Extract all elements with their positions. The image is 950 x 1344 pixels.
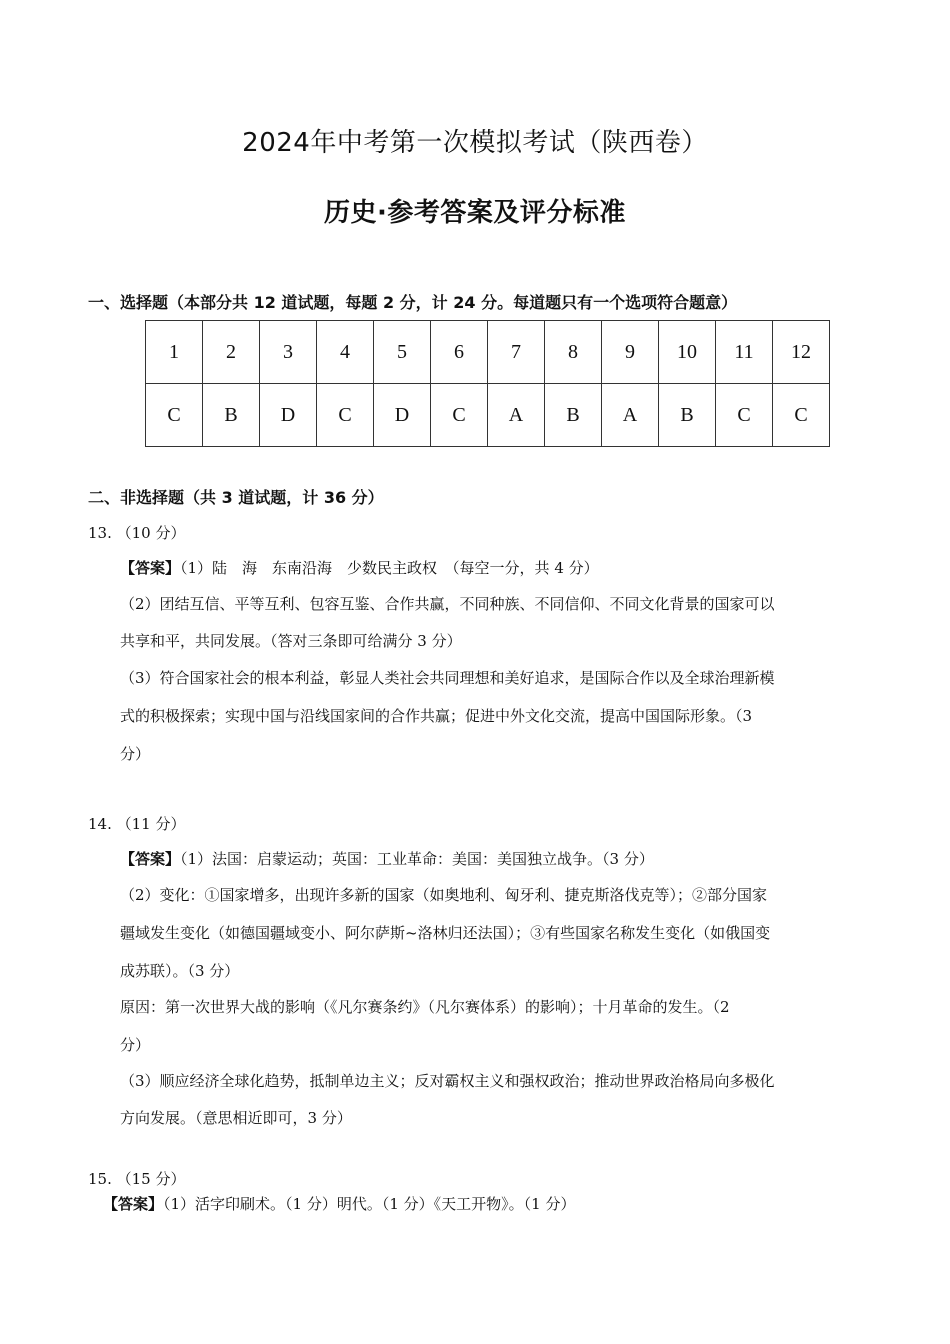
answer-text: （1）法国：启蒙运动；英国：工业革命：美国：美国独立战争。（3 分） <box>180 850 654 868</box>
q15-answer-1 <box>103 1193 576 1214</box>
q13-answer-2-line2: 共享和平，共同发展。（答对三条即可给满分 3 分） <box>120 632 462 650</box>
q14-label: 14. （11 分） <box>88 815 186 833</box>
q14-reason-line1: 原因：第一次世界大战的影响（《凡尔赛条约》（凡尔赛体系）的影响）；十月革命的发生。（2 <box>120 998 730 1016</box>
table-cell: C <box>716 384 773 447</box>
table-cell: 6 <box>431 321 488 384</box>
table-cell: C <box>431 384 488 447</box>
q13-answer-3-line2: 式的积极探索；实现中国与沿线国家间的合作共赢；促进中外文化交流，提高中国国际形象。（3 <box>120 707 753 725</box>
q14-answer-2-line1: （2）变化：①国家增多，出现许多新的国家（如奥地利、匈牙利、捷克斯洛伐克等）；②部分国家 <box>120 886 768 904</box>
table-cell: 9 <box>602 321 659 384</box>
table-cell: 11 <box>716 321 773 384</box>
table-cell: A <box>488 384 545 447</box>
q13-answer-1 <box>120 557 599 578</box>
table-cell: 3 <box>260 321 317 384</box>
table-cell: 8 <box>545 321 602 384</box>
table-cell: C <box>146 384 203 447</box>
table-cell: B <box>545 384 602 447</box>
q14-answer-2-line2: 疆域发生变化（如德国疆域变小、阿尔萨斯~洛林归还法国）；③有些国家名称发生变化（如俄国变 <box>120 924 771 942</box>
q13-answer-2-line1: （2）团结互信、平等互利、包容互鉴、合作共赢，不同种族、不同信仰、不同文化背景的国家可以 <box>120 595 775 613</box>
table-cell: 4 <box>317 321 374 384</box>
table-cell: B <box>659 384 716 447</box>
table-cell: C <box>317 384 374 447</box>
answer-tag: 【答案】 <box>120 559 181 577</box>
q15-label: 15. （15 分） <box>88 1170 186 1188</box>
q14-reason-line2: 分） <box>120 1036 151 1054</box>
table-cell: 5 <box>374 321 431 384</box>
table-cell: D <box>260 384 317 447</box>
table-cell: B <box>203 384 260 447</box>
answer-row <box>146 384 830 447</box>
answer-tag: 【答案】 <box>103 1195 164 1213</box>
exam-title: 2024年中考第一次模拟考试（陕西卷） <box>242 128 708 158</box>
answer-text: （1）活字印刷术。（1 分）明代。（1 分）《天工开物》。（1 分） <box>163 1195 576 1213</box>
q13-label: 13. （10 分） <box>88 524 186 542</box>
table-cell: 1 <box>146 321 203 384</box>
q14-answer-1 <box>120 848 654 869</box>
question-number-row <box>146 321 830 384</box>
section1-heading: 一、选择题（本部分共 12 道试题，每题 2 分，计 24 分。每道题只有一个选项符合题意） <box>88 293 738 312</box>
answer-text: （1）陆 海 东南沿海 少数民主政权 （每空一分，共 4 分） <box>180 559 599 577</box>
table-cell: A <box>602 384 659 447</box>
exam-subtitle: 历史·参考答案及评分标准 <box>324 198 626 228</box>
table-cell: D <box>374 384 431 447</box>
answer-tag: 【答案】 <box>120 850 181 868</box>
q13-answer-3-line1: （3）符合国家社会的根本利益，彰显人类社会共同理想和美好追求，是国际合作以及全球治理新模 <box>120 669 775 687</box>
q14-answer-3-line2: 方向发展。（意思相近即可，3 分） <box>120 1109 352 1127</box>
table-cell: C <box>773 384 830 447</box>
q14-answer-2-line3: 成苏联）。（3 分） <box>120 962 240 980</box>
section2-heading: 二、非选择题（共 3 道试题，计 36 分） <box>88 488 384 507</box>
q14-answer-3-line1: （3）顺应经济全球化趋势，抵制单边主义；反对霸权主义和强权政治；推动世界政治格局向多极化 <box>120 1072 775 1090</box>
q13-answer-3-line3: 分） <box>120 745 151 763</box>
table-cell: 2 <box>203 321 260 384</box>
answer-table <box>145 320 830 447</box>
table-cell: 10 <box>659 321 716 384</box>
table-cell: 7 <box>488 321 545 384</box>
table-cell: 12 <box>773 321 830 384</box>
